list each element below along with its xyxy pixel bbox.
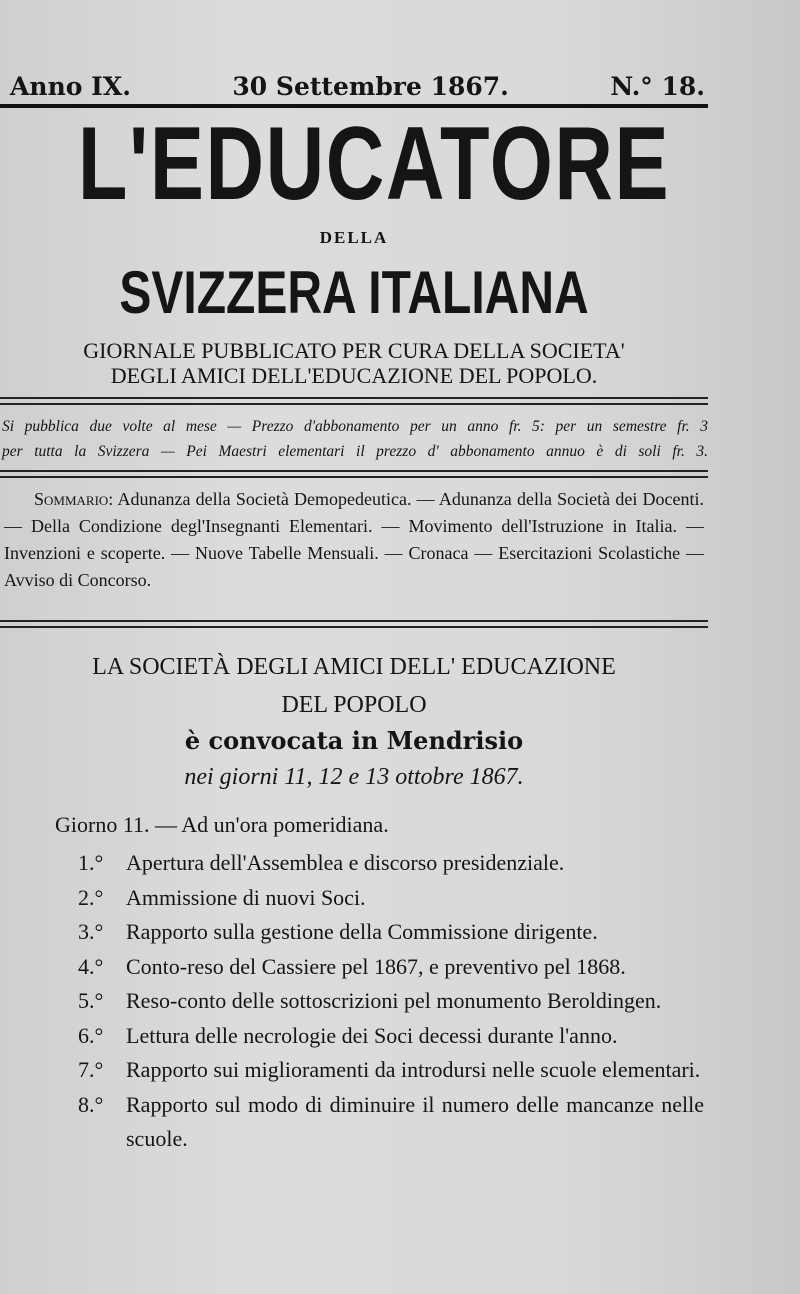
item-number: 1.°	[78, 850, 104, 875]
item-number: 5.°	[78, 988, 104, 1013]
day-heading: Giorno 11. — Ad un'ora pomeridiana.	[55, 812, 389, 837]
issue-number: N.° 18.	[610, 72, 705, 101]
notice-location: è convocata in Mendrisio	[184, 726, 524, 755]
subscription-info	[2, 414, 708, 464]
item-number: 8.°	[78, 1091, 104, 1117]
notice-heading-2: DEL POPOLO	[281, 692, 427, 718]
item-text: Reso-conto delle sottoscrizioni pel monumento Beroldingen.	[126, 988, 662, 1013]
item-number: 7.°	[78, 1057, 104, 1082]
list-item	[78, 915, 704, 950]
list-item	[78, 1053, 704, 1088]
item-text: Conto-reso del Cassiere pel 1867, e preventivo pel 1868.	[126, 953, 626, 979]
summary	[4, 486, 704, 594]
item-text: Rapporto sul modo di diminuire il numero delle mancanze nelle scuole.	[126, 1091, 704, 1151]
divider	[0, 470, 708, 472]
subscription-line-2: per tutta la Svizzera — Pei Maestri elementari il prezzo d' abbonamento annuo è di soli fr. 3.	[2, 443, 708, 460]
item-text: Rapporto sui miglioramenti da introdursi nelle scuole elementari.	[126, 1057, 701, 1082]
summary-text: Adunanza della Società Demopedeutica. — Adunanza della Società dei Docenti. — Della Condizione degl'Insegnanti Elementari. — Movimento dell'Istruzione in Italia. — Invenzioni e scoperte. — Nuove Tabelle Mensuali. — Cronaca — Esercitazioni Scolastiche — Avviso di Concorso.	[4, 489, 704, 590]
list-item	[78, 1019, 704, 1054]
list-item	[78, 881, 704, 916]
divider	[0, 476, 708, 478]
divider	[0, 397, 708, 399]
item-number: 3.°	[78, 919, 104, 944]
list-item	[78, 984, 704, 1019]
item-text: Ammissione di nuovi Soci.	[126, 884, 366, 910]
notice-heading	[0, 648, 708, 724]
item-text: Rapporto sulla gestione della Commissione dirigente.	[126, 919, 598, 944]
publisher-line-1: GIORNALE PUBBLICATO PER CURA DELLA SOCIETA'	[83, 338, 625, 363]
item-text: Lettura delle necrologie dei Soci decessi durante l'anno.	[126, 1022, 618, 1048]
item-number: 4.°	[78, 953, 104, 979]
list-item	[78, 1088, 704, 1157]
publisher-line	[0, 338, 708, 388]
list-item	[78, 950, 704, 985]
subscription-line-1: Si pubblica due volte al mese — Prezzo d'abbonamento per un anno fr. 5: per un semestre fr. 3	[2, 418, 708, 435]
summary-label: Sommario:	[34, 489, 114, 509]
notice-dates: nei giorni 11, 12 e 13 ottobre 1867.	[184, 764, 524, 790]
item-number: 2.°	[78, 884, 104, 910]
divider	[0, 620, 708, 622]
issue-date: 30 Settembre 1867.	[232, 72, 509, 101]
notice-heading-1: LA SOCIETÀ DEGLI AMICI DELL' EDUCAZIONE	[92, 654, 616, 680]
list-item	[78, 846, 704, 881]
volume-year: Anno IX.	[10, 72, 131, 101]
newspaper-title: L'EDUCATORE	[77, 106, 671, 222]
masthead	[10, 72, 705, 101]
publisher-line-2: DEGLI AMICI DELL'EDUCAZIONE DEL POPOLO.	[110, 363, 598, 388]
item-number: 6.°	[78, 1022, 104, 1048]
item-text: Apertura dell'Assemblea e discorso presidenziale.	[126, 850, 565, 875]
divider	[0, 403, 708, 405]
divider	[0, 626, 708, 628]
agenda-list	[78, 846, 704, 1157]
title-della: DELLA	[319, 228, 389, 247]
title-subtitle: SVIZZERA ITALIANA	[119, 259, 589, 326]
